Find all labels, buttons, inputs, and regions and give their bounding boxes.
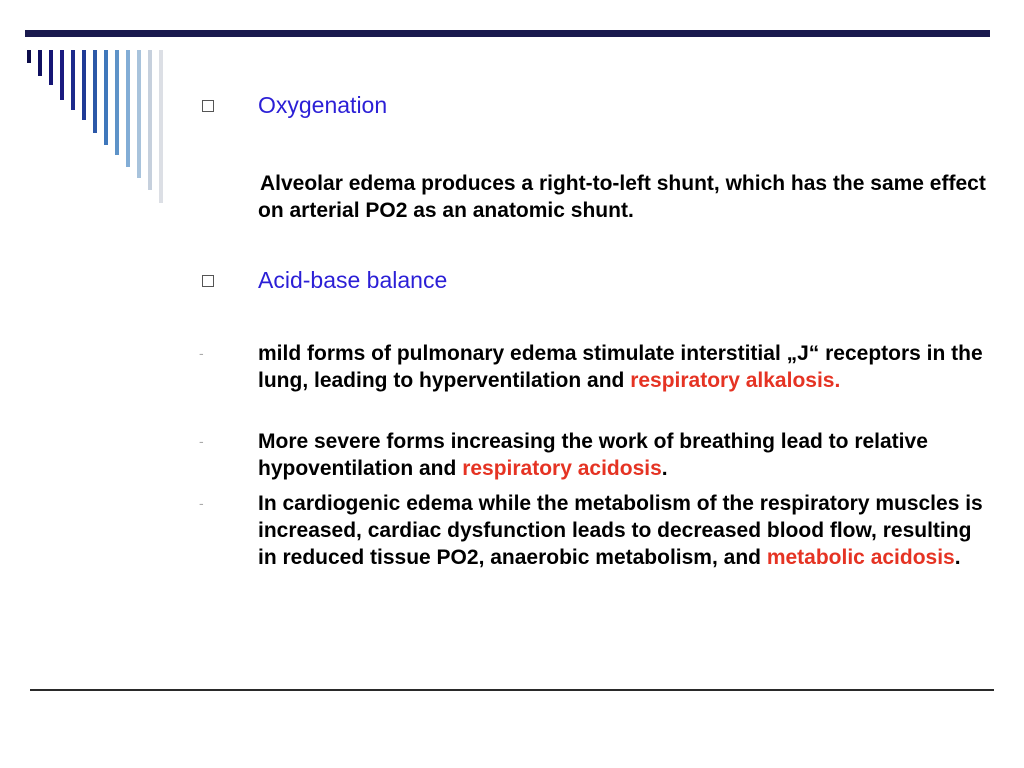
- dash-bullet-icon: -: [199, 495, 204, 511]
- stripe: [137, 50, 141, 178]
- item-tail: .: [661, 457, 668, 480]
- oxygenation-body: Alveolar edema produces a right-to-left shunt, which has the same effect on arterial PO2 as an anatomic shunt.: [258, 172, 986, 222]
- stripe: [126, 50, 130, 167]
- stripe: [104, 50, 108, 145]
- list-item: [258, 490, 993, 571]
- stripe: [115, 50, 119, 155]
- item-text: mild forms of pulmonary edema stimulate interstitial „J“ receptors in the lung, leading to hyperventilation and: [258, 342, 983, 392]
- square-bullet-icon: [202, 100, 214, 112]
- stripe: [60, 50, 64, 100]
- stripe: [148, 50, 152, 190]
- heading-oxygenation: Oxygenation: [258, 92, 388, 118]
- item-highlight: respiratory acidosis: [462, 457, 662, 480]
- stripe: [27, 50, 31, 63]
- list-item: [258, 428, 993, 482]
- heading-acid-base: Acid-base balance: [258, 267, 448, 293]
- top-bar: [25, 30, 990, 37]
- list-item: [258, 340, 993, 394]
- stripe: [159, 50, 163, 203]
- item-highlight: respiratory alkalosis.: [630, 369, 841, 392]
- item-text: More severe forms increasing the work of breathing lead to relative hypoventilation and: [258, 430, 928, 480]
- item-tail: .: [954, 546, 961, 569]
- stripe: [82, 50, 86, 120]
- bottom-divider: [30, 689, 994, 691]
- dash-bullet-icon: -: [199, 345, 204, 361]
- stripe: [49, 50, 53, 85]
- item-highlight: metabolic acidosis: [766, 546, 955, 569]
- square-bullet-icon: [202, 275, 214, 287]
- item-text: In cardiogenic edema while the metabolism of the respiratory muscles is increased, cardiac dysfunction leads to decreased blood flow, resulting in reduced tissue PO2, anaerobic metabolism, and: [258, 492, 983, 569]
- stripe: [38, 50, 42, 76]
- stripe: [93, 50, 97, 133]
- dash-bullet-icon: -: [199, 433, 204, 449]
- stripe: [71, 50, 75, 110]
